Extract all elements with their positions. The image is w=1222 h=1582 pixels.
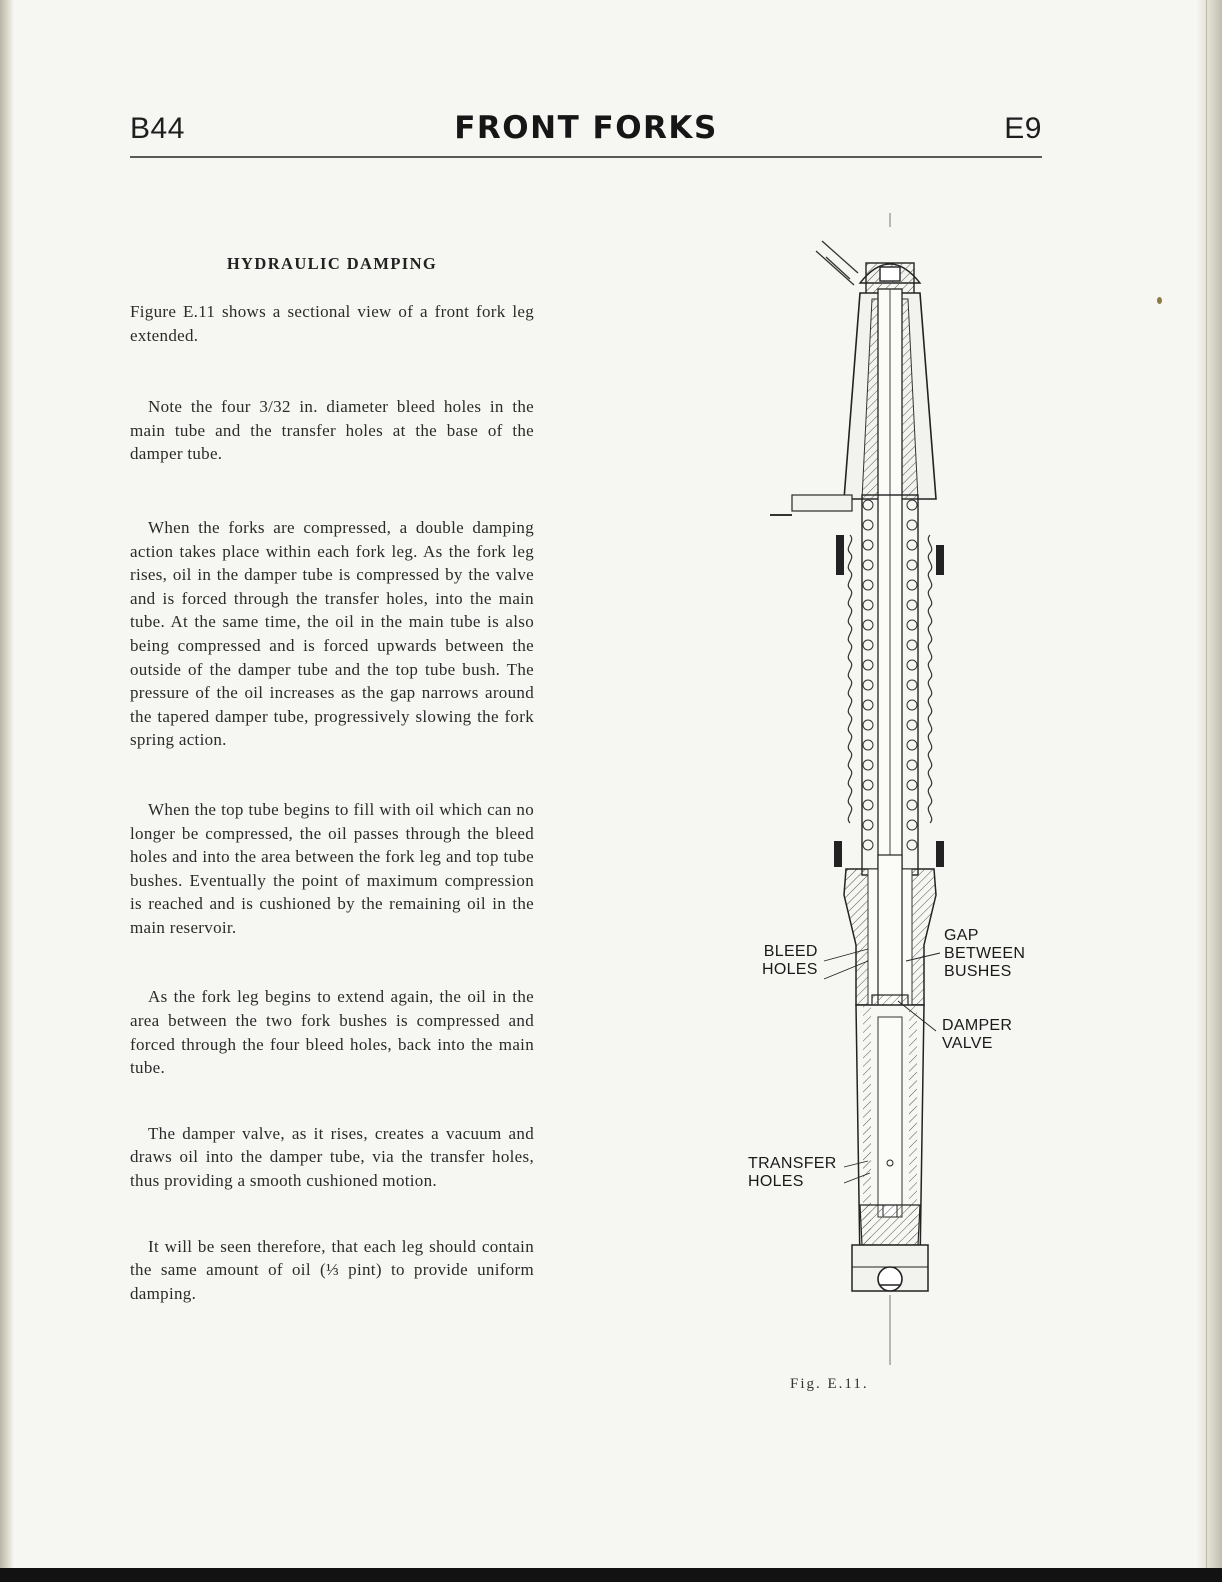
figure-caption: Fig. E.11. xyxy=(790,1376,869,1392)
paragraph-compression: When the forks are compressed, a double damping action takes place within each fork leg. As the fork leg rises, oil in the damper tube is compressed by the valve and is forced through the transfer holes, into the main tube. At the same time, the oil in the main tube is also being compressed and is forced upwards between the outside of the damper tube and the top tube bush. The pressure of the oil increases as the gap narrows around the tapered damper tube, progressively slowing the fork spring action. xyxy=(130,517,534,750)
page-binding-right xyxy=(1196,0,1222,1582)
lower-bracket-lug xyxy=(770,495,852,515)
scan-bottom-edge xyxy=(0,1568,1222,1582)
label-bleed-holes: BLEED HOLES xyxy=(762,943,818,978)
paragraph-bleed-holes: Note the four 3/32 in. diameter bleed holes in the main tube and the transfer holes at the base of the damper tube. xyxy=(130,397,534,464)
page-header xyxy=(130,112,1042,160)
header-rule xyxy=(130,156,1042,158)
paper-speck xyxy=(1157,297,1162,304)
fork-leg-drawing xyxy=(740,205,1040,1405)
page-number: E9 xyxy=(1004,112,1042,145)
paragraph-oil-quantity: It will be seen therefore, that each leg should contain the same amount of oil (⅓ pint) to provide uniform damping. xyxy=(130,1236,534,1303)
page-title: FRONT FORKS xyxy=(454,110,718,146)
paragraph-extension: As the fork leg begins to extend again, the oil in the area between the two fork bushes is compressed and forced through the four bleed holes, back into the main tube. xyxy=(130,987,534,1078)
handlebar-stub xyxy=(816,241,858,285)
paragraph-figure-intro: Figure E.11 shows a sectional view of a front fork leg extended. xyxy=(130,302,534,345)
page-binding-left xyxy=(0,0,14,1582)
paragraph-top-tube: When the top tube begins to fill with oil which can no longer be compressed, the oil passes through the bleed holes and into the area between the fork leg and top tube bushes. Eventually the point of maximum compression is reached and is cushioned by the remaining oil in the main reservoir. xyxy=(130,799,534,937)
label-gap-between-bushes: GAP BETWEEN BUSHES xyxy=(944,927,1026,980)
fork-section-figure xyxy=(740,205,1040,1405)
body-text-column xyxy=(130,254,534,1349)
label-transfer-holes: TRANSFER HOLES xyxy=(748,1155,837,1190)
paragraph-damper-valve: The damper valve, as it rises, creates a vacuum and draws oil into the damper tube, via the transfer holes, thus providing a smooth cushioned motion. xyxy=(130,1123,534,1191)
label-damper-valve: DAMPER VALVE xyxy=(942,1017,1013,1052)
section-heading: HYDRAULIC DAMPING xyxy=(226,254,438,273)
model-code: B44 xyxy=(130,112,185,145)
